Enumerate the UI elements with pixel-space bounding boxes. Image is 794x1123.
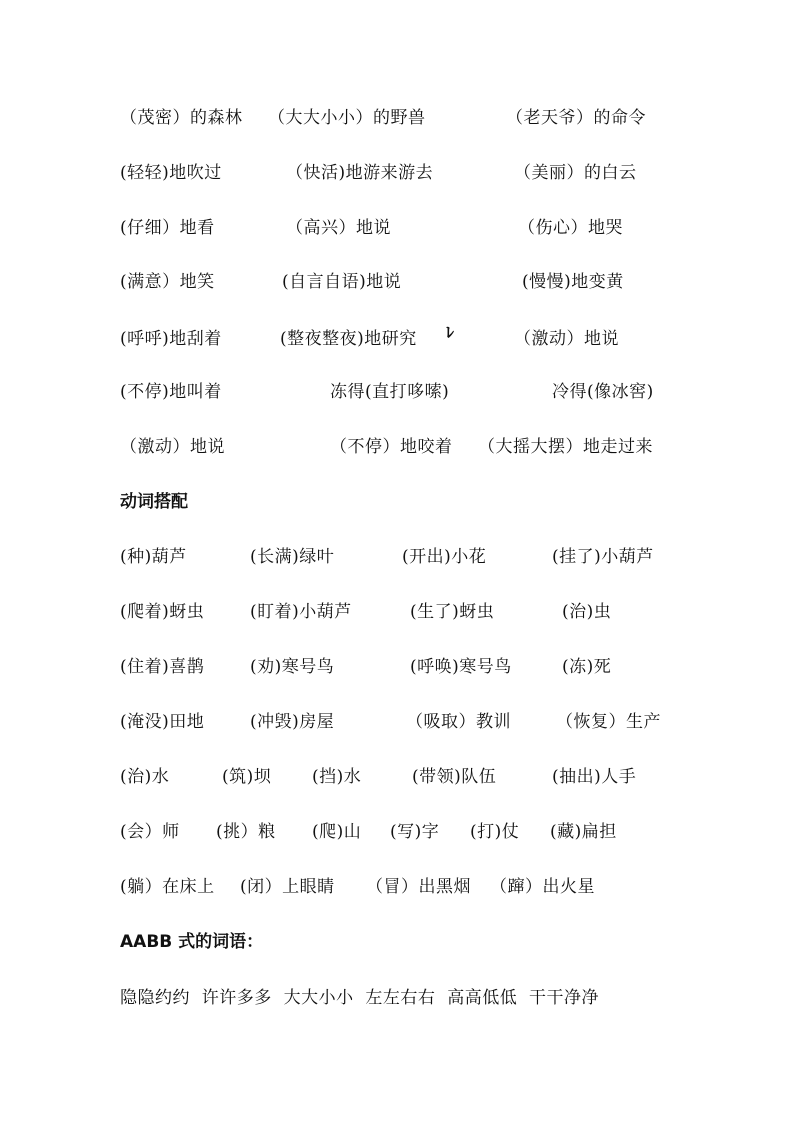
phrase-row (0, 433, 794, 461)
phrase-cell: （激动）地说 (120, 437, 225, 457)
phrase-cell: （茂密）的森林 (120, 108, 243, 128)
phrase-cell: (打)仗 (470, 822, 520, 842)
phrase-cell: （大大小小）的野兽 (268, 108, 426, 128)
phrase-cell: (慢慢)地变黄 (522, 272, 624, 292)
phrase-cell: (淹没)田地 (120, 712, 205, 732)
phrase-cell: (治)水 (120, 767, 170, 787)
phrase-cell: （恢复）生产 (556, 712, 661, 732)
phrase-row (0, 763, 794, 791)
phrase-cell: (呼唤)寒号鸟 (410, 657, 512, 677)
section-heading-aabb: AABB 式的词语： (120, 932, 264, 952)
phrase-row (0, 543, 794, 571)
phrase-cell: (长满)绿叶 (250, 547, 335, 567)
phrase-cell: (藏)扁担 (550, 822, 617, 842)
aabb-word-list: 隐隐约约 许许多多 大大小小 左左右右 高高低低 干干净净 (120, 988, 600, 1008)
phrase-cell: (挂了)小葫芦 (552, 547, 654, 567)
phrase-cell: （激动）地说 (514, 329, 619, 349)
phrase-cell: （大摇大摆）地走过来 (478, 437, 653, 457)
phrase-cell: (治)虫 (562, 602, 612, 622)
phrase-cell: (轻轻)地吹过 (120, 163, 222, 183)
section-heading-verb-collocation: 动词搭配 (120, 492, 188, 512)
phrase-row (0, 159, 794, 187)
phrase-cell: （不停）地咬着 (330, 437, 453, 457)
phrase-cell: (写)字 (390, 822, 440, 842)
phrase-cell: （冒）出黑烟 (366, 877, 471, 897)
phrase-cell: (挑）粮 (216, 822, 276, 842)
phrase-cell: (爬着)蚜虫 (120, 602, 205, 622)
phrase-cell: (劝)寒号鸟 (250, 657, 335, 677)
phrase-cell: (闭）上眼睛 (240, 877, 335, 897)
phrase-cell: (整夜整夜)地研究 (280, 329, 417, 349)
phrase-cell: (抽出)人手 (552, 767, 637, 787)
phrase-row (0, 873, 794, 901)
phrase-cell: (住着)喜鹊 (120, 657, 205, 677)
phrase-cell: （伤心）地哭 (518, 218, 623, 238)
phrase-cell: 冷得(像冰窖) (552, 382, 654, 402)
phrase-row (0, 378, 794, 406)
phrase-cell: （美丽）的白云 (514, 163, 637, 183)
phrase-cell: (盯着)小葫芦 (250, 602, 352, 622)
phrase-cell: (冻)死 (562, 657, 612, 677)
phrase-cell: (仔细）地看 (120, 218, 215, 238)
phrase-row (0, 268, 794, 296)
phrase-cell: (呼呼)地刮着 (120, 329, 222, 349)
phrase-row (0, 104, 794, 132)
phrase-cell: (种)葫芦 (120, 547, 187, 567)
phrase-cell: (自言自语)地说 (282, 272, 402, 292)
phrase-row (0, 653, 794, 681)
phrase-row (0, 214, 794, 242)
phrase-cell: (冲毁)房屋 (250, 712, 335, 732)
phrase-row (0, 818, 794, 846)
phrase-cell: (会）师 (120, 822, 180, 842)
phrase-cell: （蹿）出火星 (490, 877, 595, 897)
phrase-cell: (躺）在床上 (120, 877, 215, 897)
phrase-row (0, 325, 794, 353)
stray-mark: ﾚ (446, 323, 455, 342)
phrase-cell: (满意）地笑 (120, 272, 215, 292)
phrase-cell: （快活)地游来游去 (286, 163, 434, 183)
phrase-cell: (带领)队伍 (412, 767, 497, 787)
phrase-cell: （老天爷）的命令 (506, 108, 646, 128)
phrase-row (0, 598, 794, 626)
phrase-cell: (不停)地叫着 (120, 382, 222, 402)
phrase-cell: （吸取）教训 (406, 712, 511, 732)
phrase-row (0, 708, 794, 736)
phrase-cell: 冻得(直打哆嗦) (330, 382, 450, 402)
phrase-cell: (生了)蚜虫 (410, 602, 495, 622)
phrase-cell: (挡)水 (312, 767, 362, 787)
phrase-cell: (爬)山 (312, 822, 362, 842)
phrase-cell: (开出)小花 (402, 547, 487, 567)
phrase-cell: （高兴）地说 (286, 218, 391, 238)
phrase-cell: (筑)坝 (222, 767, 272, 787)
